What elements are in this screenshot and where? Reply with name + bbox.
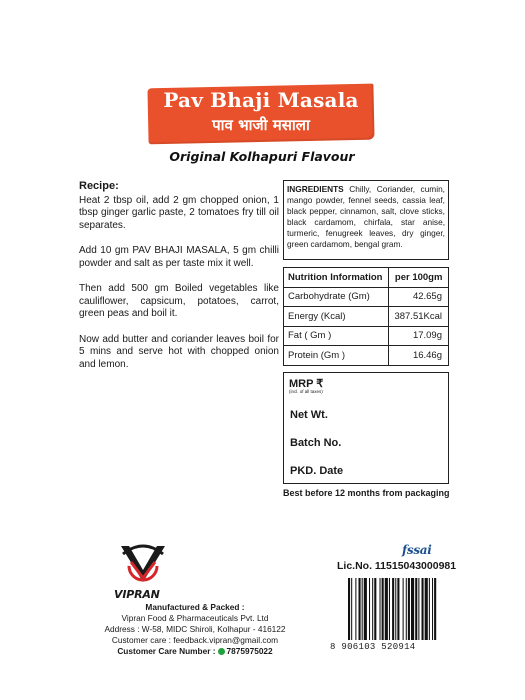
ingredients-label: INGREDIENTS: [287, 184, 344, 194]
best-before-text: Best before 12 months from packaging: [283, 488, 450, 498]
customer-care-number: 7875975022: [226, 646, 273, 656]
customer-care-email-line: [70, 635, 320, 646]
mrp-box: [283, 372, 449, 484]
product-title-hindi: पाव भाजी मसाला: [212, 116, 310, 134]
table-row: [284, 346, 449, 366]
mrp-label: MRP ₹: [289, 378, 324, 390]
recipe-step: Heat 2 tbsp oil, add 2 gm chopped onion, 1 tbsp ginger garlic paste, 2 tomatoes fry till oil separates.: [79, 194, 279, 231]
barcode-number: 8 906103 520914: [330, 642, 416, 652]
barcode-icon: [346, 578, 466, 640]
nutrition-header-row: [284, 268, 449, 288]
nutrition-table: [283, 267, 449, 366]
ingredients-box: [283, 180, 449, 260]
customer-care-label: Customer care :: [111, 635, 174, 645]
fssai-logo-icon: [402, 541, 452, 556]
nutrient-value: 387.51Kcal: [389, 307, 449, 327]
nutrient-name: Protein (Gm ): [284, 346, 389, 366]
table-row: [284, 287, 449, 307]
nutrient-value: 42.65g: [389, 287, 449, 307]
manufacturer-company: Vipran Food & Pharmaceuticals Pvt. Ltd: [121, 613, 269, 623]
customer-care-number-label: Customer Care Number :: [117, 646, 216, 656]
fssai-logo-text: fssai: [402, 543, 432, 557]
recipe-step: Now add butter and coriander leaves boil for 5 mins and serve hot with chopped onion and lemon.: [79, 333, 279, 370]
phone-icon: [218, 648, 225, 655]
fssai-license-number: Lic.No. 11515043000981: [337, 560, 457, 572]
ingredients-text: Chilly, Coriander, cumin, mango powder, fennel seeds, cassia leaf, black pepper, cinnamon, salt, clove sticks, black cardamom, chirfala, star anise, turmeric, fenugreek leaves, dry ginger, green cardamom, bengal gram.: [287, 184, 445, 249]
nutrient-value: 17.09g: [389, 326, 449, 346]
manufacturer-address: Address : W-58, MIDC Shiroli, Kolhapur - 416122: [104, 624, 286, 634]
mrp-tax-note: (incl. of all taxes): [289, 389, 323, 394]
brand-logo-text: VIPRAN: [114, 588, 160, 601]
customer-care-number-line: [70, 646, 320, 657]
customer-care-email: feedback.vipran@gmail.com: [173, 635, 279, 645]
recipe-heading: Recipe:: [79, 180, 119, 192]
nutrition-header-right: per 100gm: [389, 268, 449, 288]
net-weight-label: Net Wt.: [290, 409, 328, 421]
nutrient-value: 16.46g: [389, 346, 449, 366]
nutrient-name: Energy (Kcal): [284, 307, 389, 327]
nutrient-name: Carbohydrate (Gm): [284, 287, 389, 307]
packed-date-label: PKD. Date: [290, 465, 344, 477]
recipe-section: [79, 180, 279, 384]
table-row: [284, 307, 449, 327]
recipe-step: Then add 500 gm Boiled vegetables like cauliflower, capsicum, potatoes, carrot, green peas and boil it.: [79, 283, 279, 319]
table-row: [284, 326, 449, 346]
nutrition-header-left: Nutrition Information: [284, 268, 389, 288]
manufacturer-heading: Manufactured & Packed :: [145, 602, 245, 612]
recipe-step: Add 10 gm PAV BHAJI MASALA, 5 gm chilli powder and salt as per taste mix it well.: [79, 245, 279, 269]
manufacturer-info: [70, 602, 320, 657]
product-tagline: Original Kolhapuri Flavour: [169, 149, 355, 164]
nutrient-name: Fat ( Gm ): [284, 326, 389, 346]
batch-number-label: Batch No.: [290, 437, 342, 449]
product-title: Pav Bhaji Masala: [163, 88, 359, 112]
